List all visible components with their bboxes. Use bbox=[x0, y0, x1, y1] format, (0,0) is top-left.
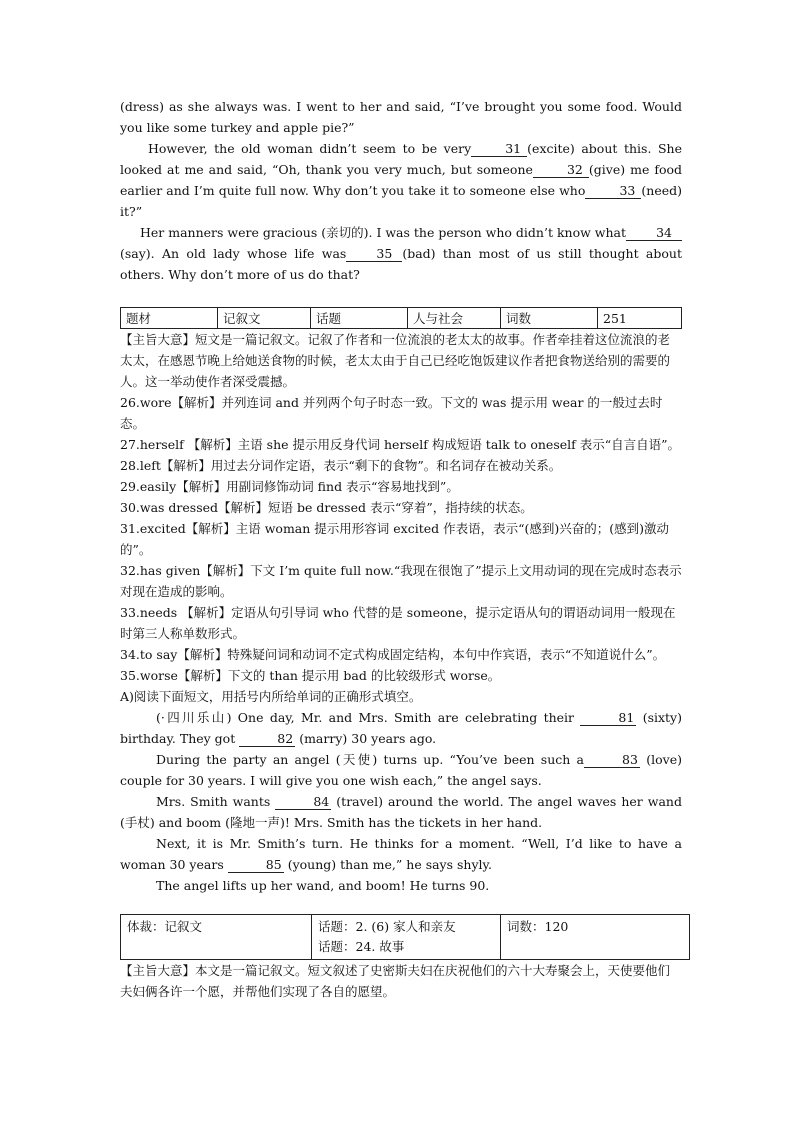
text-run: (say). An old lady whose life was bbox=[120, 246, 347, 261]
passage1-line1: (dress) as she always was. I went to her and said, “I’ve brought you some food. Would you like some turkey and apple pie?” bbox=[120, 99, 682, 135]
answer-27: 27.herself 【解析】主语 she 提示用反身代词 herself 构成短语 talk to oneself 表示“自言自语”。 bbox=[120, 437, 681, 452]
answer-list bbox=[120, 392, 682, 686]
document-page bbox=[120, 96, 682, 1002]
answer-29: 29.easily【解析】用副词修饰动词 find 表示“容易地找到”。 bbox=[120, 479, 459, 494]
blank-34[interactable]: 34 bbox=[626, 226, 682, 241]
passage2-paragraph4 bbox=[120, 833, 682, 875]
info-table-2 bbox=[120, 914, 690, 960]
passage1-paragraph3 bbox=[120, 222, 682, 285]
answer-32: 32.has given【解析】下文 I’m quite full now.“我现在很饱了”提示上文用动词的现在完成时态表示对现在造成的影响。 bbox=[120, 563, 682, 599]
summary-1: 【主旨大意】短文是一篇记叙文。记叙了作者和一位流浪的老太太的故事。作者牵挂着这位流浪的老太太，在感恩节晚上给她送食物的时候，老太太由于自己已经吃饱饭建议作者把食物送给别的需要的人。这一举动使作者深受震撼。 bbox=[120, 332, 671, 389]
text-run: (give) me food earlier and I’m quite full now. Why don’t you take it to someone else who bbox=[120, 162, 682, 198]
table-cell-topics bbox=[312, 915, 501, 960]
table-cell: 251 bbox=[598, 308, 682, 329]
blank-83[interactable]: 83 bbox=[584, 753, 640, 768]
answer-31: 31.excited【解析】主语 woman 提示用形容词 excited 作表语，表示“(感到)兴奋的；(感到)激动的”。 bbox=[120, 521, 669, 557]
answer-28: 28.left【解析】用过去分词作定语，表示“剩下的食物”。和名词存在被动关系。 bbox=[120, 458, 562, 473]
table-cell: 人与社会 bbox=[408, 308, 501, 329]
blank-85[interactable]: 85 bbox=[228, 858, 284, 873]
text-run: (need) it?” bbox=[120, 183, 682, 219]
table-cell: 话题 bbox=[311, 308, 408, 329]
section-a-title: A)阅读下面短文，用括号内所给单词的正确形式填空。 bbox=[120, 689, 422, 704]
blank-84[interactable]: 84 bbox=[275, 795, 331, 810]
text-run: Mrs. Smith wants bbox=[156, 794, 271, 809]
text-run: During the party an angel (天使) turns up. “You’ve been such a bbox=[156, 752, 584, 767]
passage2-paragraph1 bbox=[120, 707, 682, 749]
answer-30: 30.was dressed【解析】短语 be dressed 表示“穿着”，指持续的状态。 bbox=[120, 500, 533, 515]
blank-32[interactable]: 32 bbox=[533, 163, 589, 178]
blank-33[interactable]: 33 bbox=[585, 184, 641, 199]
table-cell: 词数 bbox=[501, 308, 598, 329]
passage2-paragraph2 bbox=[120, 749, 682, 791]
passage2-paragraph3 bbox=[120, 791, 682, 833]
table-cell: 题材 bbox=[121, 308, 218, 329]
info-table-1 bbox=[120, 307, 682, 329]
text-run: (marry) 30 years ago. bbox=[299, 731, 437, 746]
table-cell-genre: 体裁：记叙文 bbox=[121, 915, 312, 960]
text-run: Next, it is Mr. Smith’s turn. He thinks for a moment. “Well, I’d like to have a woman 30 years bbox=[120, 836, 682, 872]
blank-81[interactable]: 81 bbox=[580, 711, 636, 726]
text-run: (bad) than most of us still thought about others. Why don’t more of us do that? bbox=[120, 246, 682, 282]
text-run: (·四川乐山) One day, Mr. and Mrs. Smith are celebrating their bbox=[156, 710, 575, 725]
passage1-paragraph2 bbox=[120, 138, 682, 222]
topic-line-1: 话题：2. (6) 家人和亲友 bbox=[318, 919, 456, 934]
text-run: Her manners were gracious (亲切的). I was the person who didn’t know what bbox=[140, 225, 627, 240]
text-run: (sixty) birthday. They got bbox=[120, 710, 682, 746]
answer-35: 35.worse【解析】下文的 than 提示用 bad 的比较级形式 worse。 bbox=[120, 668, 501, 683]
table-cell: 记叙文 bbox=[218, 308, 311, 329]
text-run: (travel) around the world. The angel waves her wand (手杖) and boom (隆地一声)! Mrs. Smith has the tickets in her hand. bbox=[120, 794, 682, 830]
text-run: (love) couple for 30 years. I will give you one wish each,” the angel says. bbox=[120, 752, 682, 788]
blank-31[interactable]: 31 bbox=[471, 142, 527, 157]
blank-35[interactable]: 35 bbox=[346, 247, 402, 262]
table-cell-words: 词数：120 bbox=[501, 915, 690, 960]
text-run: (young) than me,” he says shyly. bbox=[287, 857, 492, 872]
text-run: (excite) about this. She looked at me and said, “Oh, thank you very much, but someone bbox=[120, 141, 682, 177]
answer-26: 26.wore【解析】并列连词 and 并列两个句子时态一致。下文的 was 提示用 wear 的一般过去时态。 bbox=[120, 395, 663, 431]
text-run: However, the old woman didn’t seem to be very bbox=[148, 141, 472, 156]
answer-33: 33.needs 【解析】定语从句引导词 who 代替的是 someone，提示定语从句的谓语动词用一般现在时第三人称单数形式。 bbox=[120, 605, 676, 641]
blank-82[interactable]: 82 bbox=[239, 732, 295, 747]
summary-2: 【主旨大意】本文是一篇记叙文。短文叙述了史密斯夫妇在庆祝他们的六十大寿聚会上，天使要他们夫妇俩各许一个愿，并帮他们实现了各自的愿望。 bbox=[120, 963, 671, 999]
passage2-paragraph5: The angel lifts up her wand, and boom! He turns 90. bbox=[156, 878, 490, 893]
answer-34: 34.to say【解析】特殊疑问词和动词不定式构成固定结构，本句中作宾语，表示“不知道说什么”。 bbox=[120, 647, 666, 662]
topic-line-2: 话题：24. 故事 bbox=[318, 939, 405, 954]
